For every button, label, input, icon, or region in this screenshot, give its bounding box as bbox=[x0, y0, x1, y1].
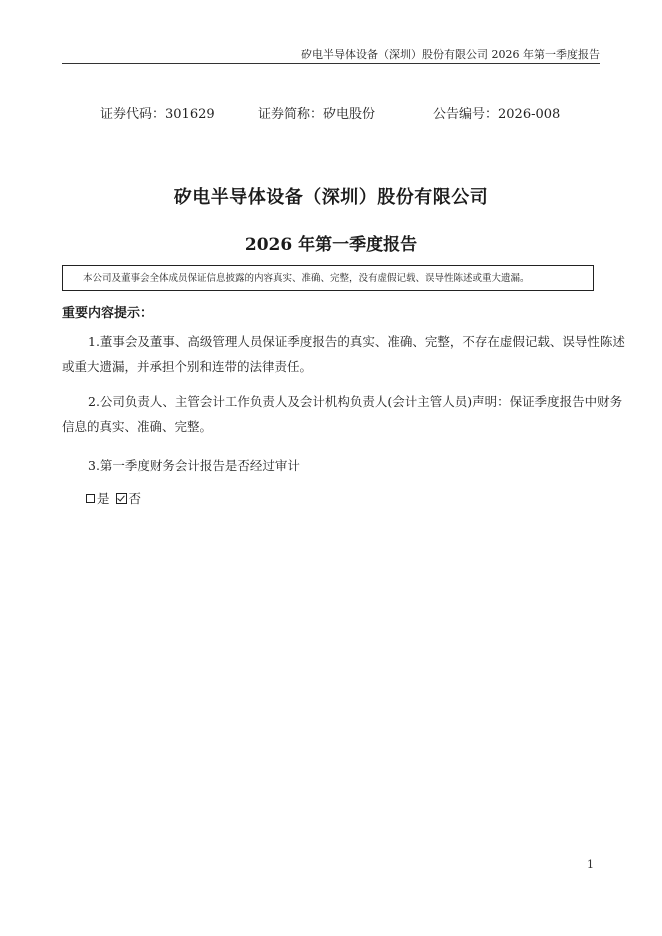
stock-code: 证券代码：301629 bbox=[100, 107, 215, 122]
item-2-line-2: 信息的真实、准确、完整。 bbox=[62, 419, 213, 434]
announcement-number: 公告编号：2026-008 bbox=[433, 107, 561, 122]
item-2-line-1: 2.公司负责人、主管会计工作负责人及会计机构负责人(会计主管人员)声明：保证季度报告中财务 bbox=[88, 394, 623, 409]
important-notice-heading: 重要内容提示： bbox=[62, 306, 154, 321]
stock-abbreviation: 证券简称：矽电股份 bbox=[258, 107, 376, 122]
audit-no-label: 否 bbox=[128, 491, 142, 506]
item-3-question: 3.第一季度财务会计报告是否经过审计 bbox=[88, 458, 300, 473]
header-rule bbox=[62, 63, 600, 64]
item-1-line-2: 或重大遗漏，并承担个别和连带的法律责任。 bbox=[62, 359, 313, 374]
item-1-paragraph bbox=[62, 329, 625, 379]
item-1-line-1: 1.董事会及董事、高级管理人员保证季度报告的真实、准确、完整，不存在虚假记载、误导性陈述 bbox=[88, 334, 625, 349]
report-title: 2026 年第一季度报告 bbox=[244, 235, 418, 255]
running-header: 矽电半导体设备（深圳）股份有限公司 2026 年第一季度报告 bbox=[301, 48, 600, 61]
checkbox-checked-icon bbox=[116, 493, 127, 504]
disclosure-notice-box bbox=[62, 265, 594, 291]
item-2-paragraph bbox=[62, 389, 623, 439]
disclosure-notice-text: 本公司及董事会全体成员保证信息披露的内容真实、准确、完整，没有虚假记载、误导性陈述或重大遗漏。 bbox=[83, 273, 530, 284]
audit-answer-row bbox=[86, 489, 141, 507]
checkbox-empty-icon bbox=[86, 494, 95, 503]
page-number: 1 bbox=[587, 858, 594, 871]
company-title: 矽电半导体设备（深圳）股份有限公司 bbox=[173, 187, 489, 208]
audit-yes-label: 是 bbox=[97, 491, 110, 506]
